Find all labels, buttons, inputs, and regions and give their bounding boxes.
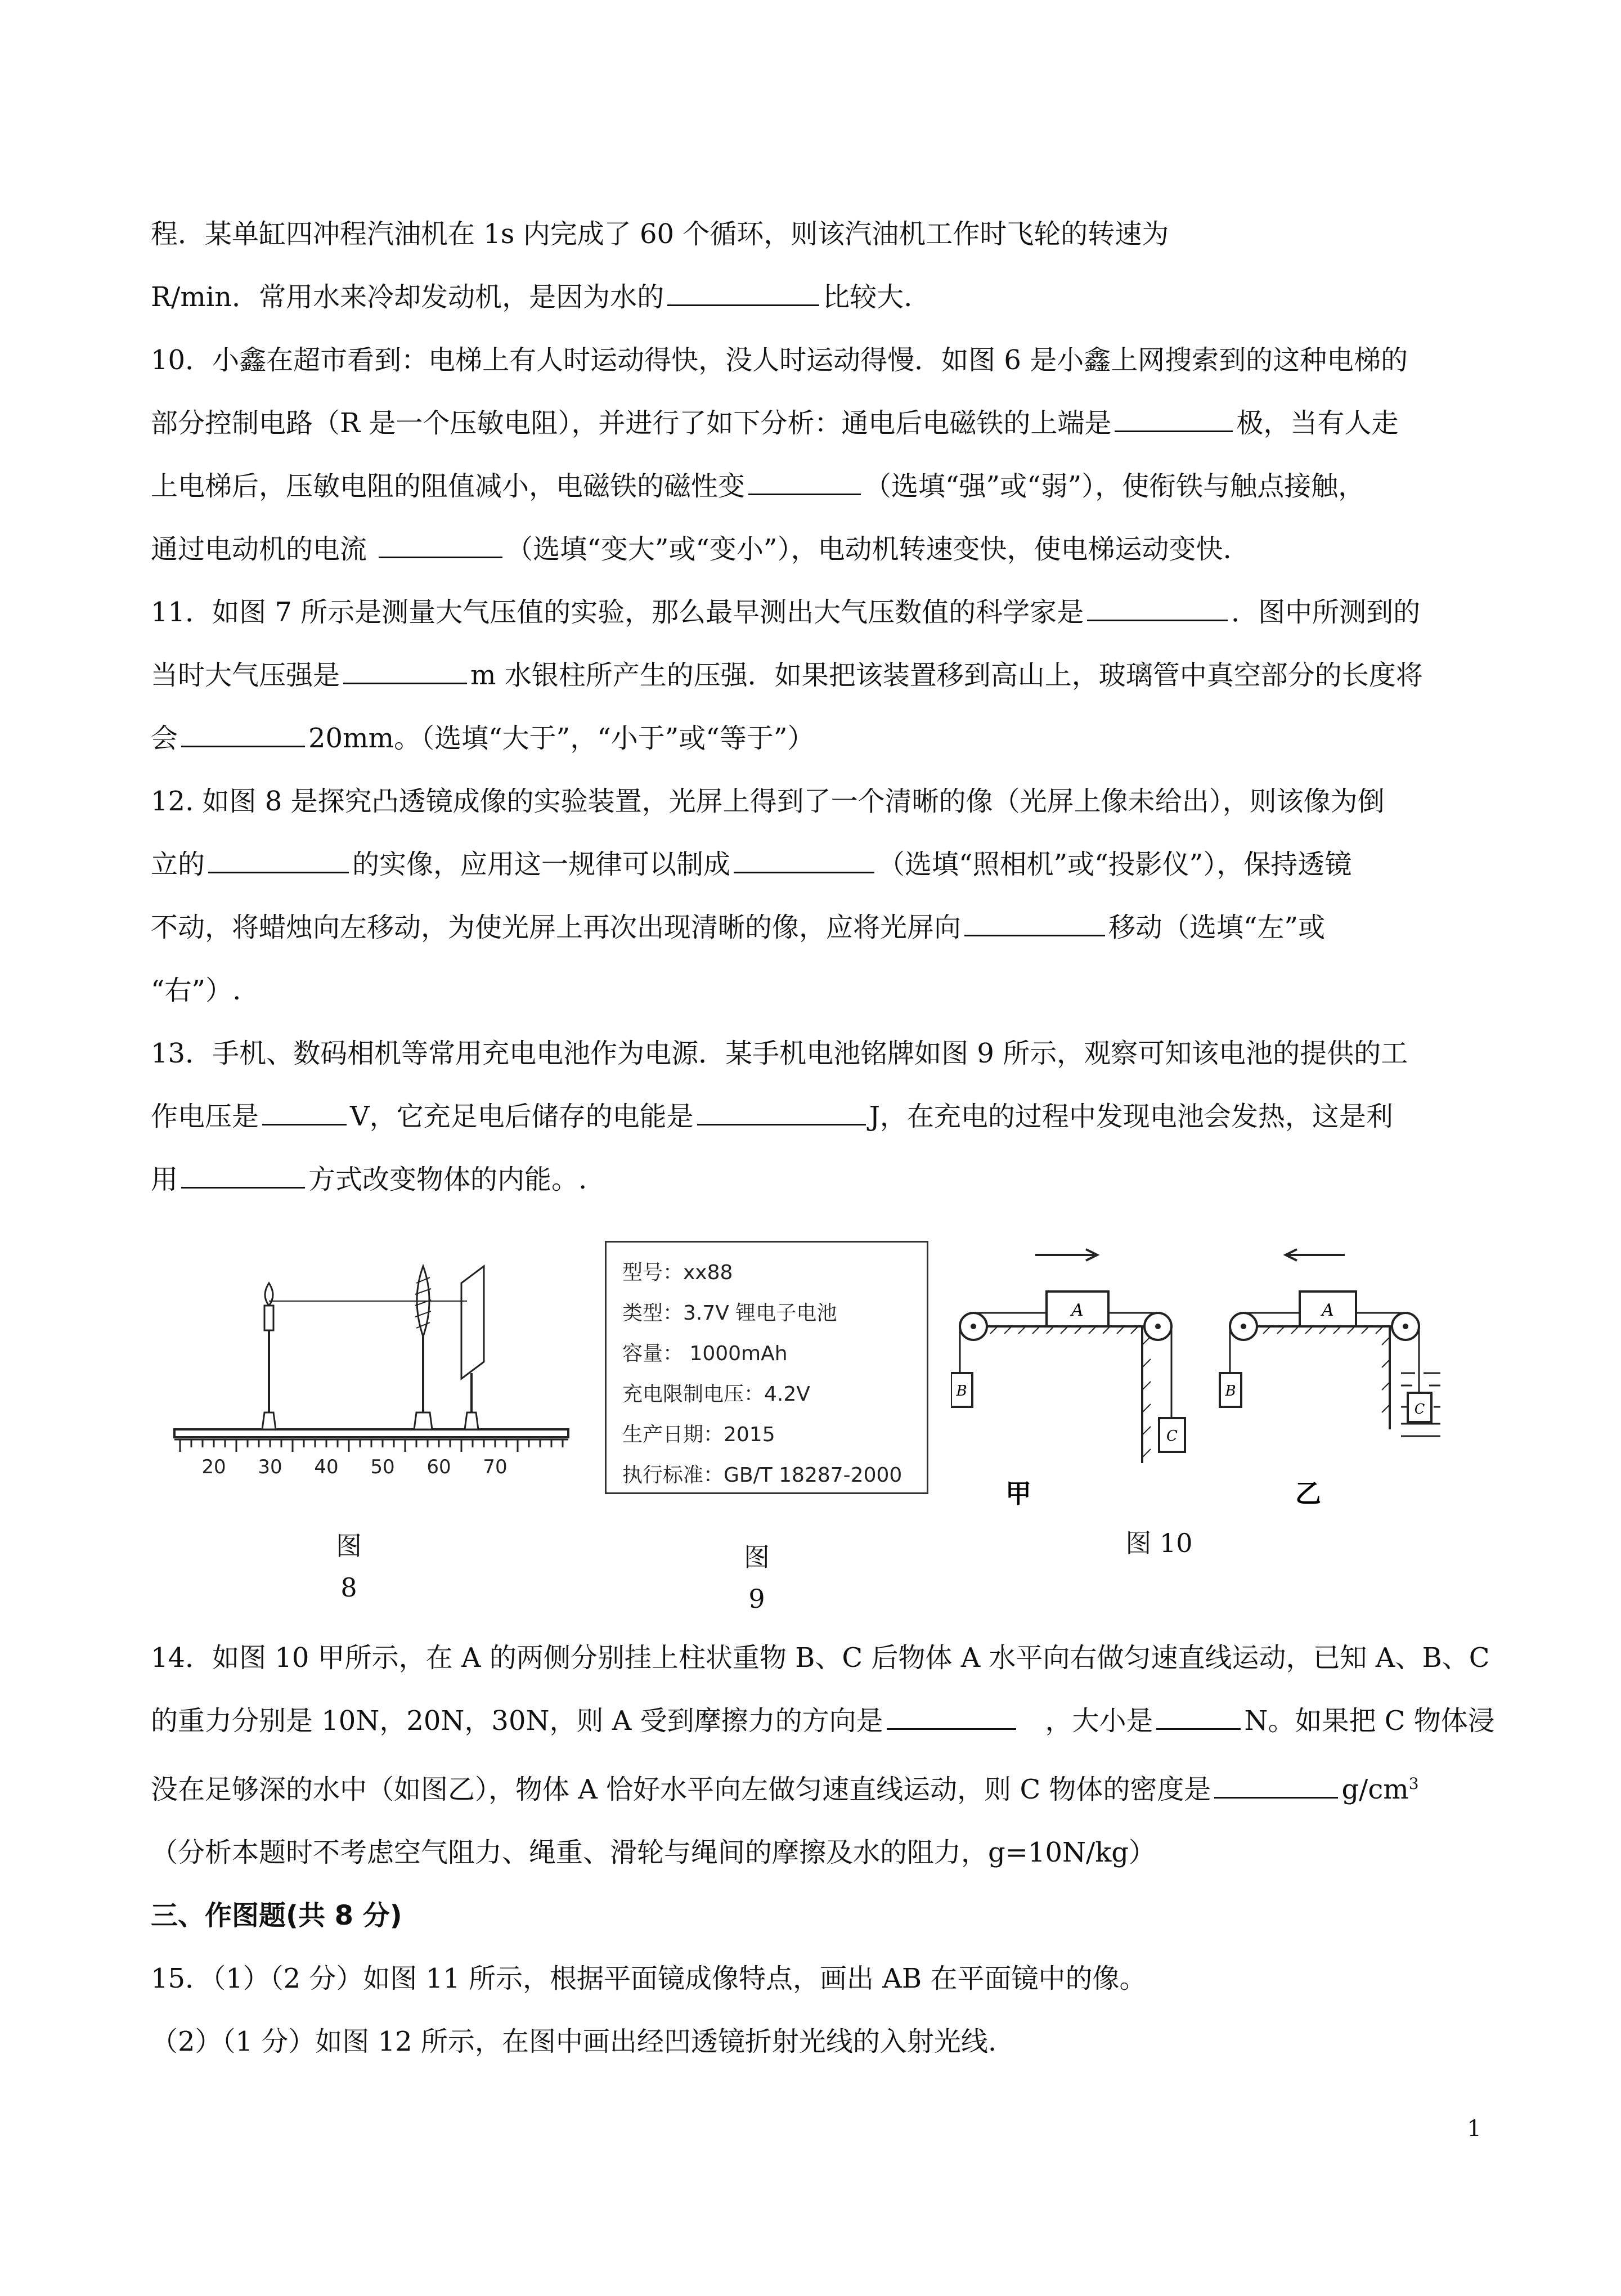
figure-9-battery-nameplate: [605, 1241, 928, 1494]
text-line: 会 20mm。（选填“大于”，“小于”或“等于”）: [151, 723, 815, 754]
text-line: 上电梯后，压敏电阻的阻值减小，电磁铁的磁性变 （选填“强”或“弱”），使衔铁与触点接触，: [151, 470, 1366, 502]
document-body: [151, 203, 1479, 1211]
text-line: R/min．常用水来冷却发动机，是因为水的 比较大.: [151, 281, 913, 313]
answer-blank[interactable]: [1156, 1706, 1241, 1730]
nameplate-row: 类型：3.7V 锂电子电池: [622, 1302, 837, 1325]
text-line: （2）（1 分）如图 12 所示，在图中画出经凹透镜折射光线的入射光线.: [151, 2026, 997, 2057]
text-line: “右”）.: [151, 975, 241, 1006]
nameplate-row: 执行标准：GB/T 18287-2000: [622, 1464, 902, 1487]
question-13: 13．手机、数码相机等常用充电电池作为电源．某手机电池铭牌如图 9 所示，观察可知该电池的提供的工: [151, 1038, 1408, 1069]
figure-8-caption: 图 8: [336, 1531, 362, 1603]
text-line: 的重力分别是 10N，20N，30N，则 A 受到摩擦力的方向是 ，大小是 N。如果把 C 物体浸: [151, 1705, 1495, 1737]
question-15: 15．（1）（2 分）如图 11 所示，根据平面镜成像特点，画出 AB 在平面镜中的像。: [151, 1963, 1147, 1994]
answer-blank[interactable]: [734, 849, 874, 873]
block-b-label: B: [956, 1383, 967, 1400]
answer-blank[interactable]: [667, 282, 819, 306]
nameplate-row: 型号：xx88: [622, 1261, 733, 1284]
answer-blank[interactable]: [748, 471, 861, 495]
question-10: 10．小鑫在超市看到：电梯上有人时运动得快，没人时运动得慢．如图 6 是小鑫上网搜索到的这种电梯的: [151, 344, 1408, 376]
scale-tick-label: 30: [258, 1456, 282, 1478]
answer-blank[interactable]: [379, 534, 502, 558]
text-line: 用 方式改变物体的内能。.: [151, 1164, 587, 1195]
text-line: 程．某单缸四冲程汽油机在 1s 内完成了 60 个循环，则该汽油机工作时飞轮的转速为: [151, 218, 1169, 250]
block-c-label: C: [1414, 1401, 1425, 1417]
answer-blank[interactable]: [964, 912, 1105, 936]
block-a-label: A: [1071, 1301, 1084, 1320]
scale-tick-label: 70: [483, 1456, 508, 1478]
answer-blank[interactable]: [181, 723, 305, 747]
figure-10-pulley-systems: [951, 1238, 1474, 1519]
scale-tick-label: 50: [370, 1456, 395, 1478]
text-line: 通过电动机的电流 （选填“变大”或“变小”），电动机转速变快，使电梯运动变快.: [151, 533, 1232, 565]
text-line: 作电压是 V，它充足电后储存的电能是 J，在充电的过程中发现电池会发热，这是利: [151, 1101, 1393, 1132]
text-line: 立的 的实像，应用这一规律可以制成 （选填“照相机”或“投影仪”），保持透镜: [151, 849, 1352, 880]
block-b-label: B: [1225, 1383, 1236, 1400]
answer-blank[interactable]: [343, 660, 467, 684]
figure-10-caption: 图 10: [1125, 1528, 1193, 1558]
text-line: （分析本题时不考虑空气阻力、绳重、滑轮与绳间的摩擦及水的阻力，g=10N/kg）: [151, 1837, 1156, 1868]
answer-blank[interactable]: [208, 849, 349, 873]
question-11: 11．如图 7 所示是测量大气压值的实验，那么最早测出大气压数值的科学家是 ．图中所测到的: [151, 597, 1421, 628]
answer-blank[interactable]: [1214, 1774, 1338, 1799]
answer-blank[interactable]: [181, 1164, 305, 1189]
text-line: 不动，将蜡烛向左移动，为使光屏上再次出现清晰的像，应将光屏向 移动（选填“左”或: [151, 912, 1326, 943]
answer-blank[interactable]: [1115, 408, 1233, 432]
scale-tick-label: 20: [201, 1456, 226, 1478]
text-line: 没在足够深的水中（如图乙），物体 A 恰好水平向左做匀速直线运动，则 C 物体的密度是 $g/cm^3$: [151, 1774, 1419, 1805]
nameplate-row: 生产日期：2015: [622, 1423, 775, 1446]
question-12: 12. 如图 8 是探究凸透镜成像的实验装置，光屏上得到了一个清晰的像（光屏上像未给出），则该像为倒: [151, 786, 1385, 817]
figure-9-caption: 图 9: [744, 1542, 770, 1614]
text-line: 部分控制电路（R 是一个压敏电阻），并进行了如下分析：通电后电磁铁的上端是 极，当有人走: [151, 407, 1399, 439]
answer-blank[interactable]: [887, 1706, 1016, 1730]
block-c-label: C: [1166, 1428, 1178, 1445]
answer-blank[interactable]: [697, 1101, 866, 1125]
page-number: 1: [1467, 2116, 1481, 2142]
nameplate-row: 容量： 1000mAh: [622, 1342, 788, 1365]
text-line: 当时大气压强是 m 水银柱所产生的压强．如果把该装置移到高山上，玻璃管中真空部分的长度将: [151, 660, 1423, 691]
figure-8-optical-bench: [169, 1261, 574, 1480]
answer-blank[interactable]: [1087, 597, 1228, 621]
block-a-label: A: [1322, 1301, 1334, 1320]
section-heading: 三、作图题(共 8 分): [151, 1900, 402, 1931]
label-yi: 乙: [1295, 1478, 1321, 1509]
pulley-setup-yi: [1220, 1249, 1440, 1509]
question-14: 14．如图 10 甲所示，在 A 的两侧分别挂上柱状重物 B、C 后物体 A 水平向右做匀速直线运动，已知 A、B、C: [151, 1642, 1490, 1674]
scale-tick-label: 60: [426, 1456, 451, 1478]
convex-lens-icon: [414, 1266, 432, 1429]
pulley-setup-jia: [951, 1249, 1185, 1509]
nameplate-row: 充电限制电压：4.2V: [622, 1383, 810, 1406]
answer-blank[interactable]: [262, 1101, 347, 1125]
label-jia: 甲: [1005, 1478, 1031, 1509]
document-body-lower: [151, 1626, 1495, 2073]
light-screen-icon: [461, 1266, 484, 1429]
scale-tick-label: 40: [314, 1456, 339, 1478]
candle-icon: [262, 1283, 276, 1429]
